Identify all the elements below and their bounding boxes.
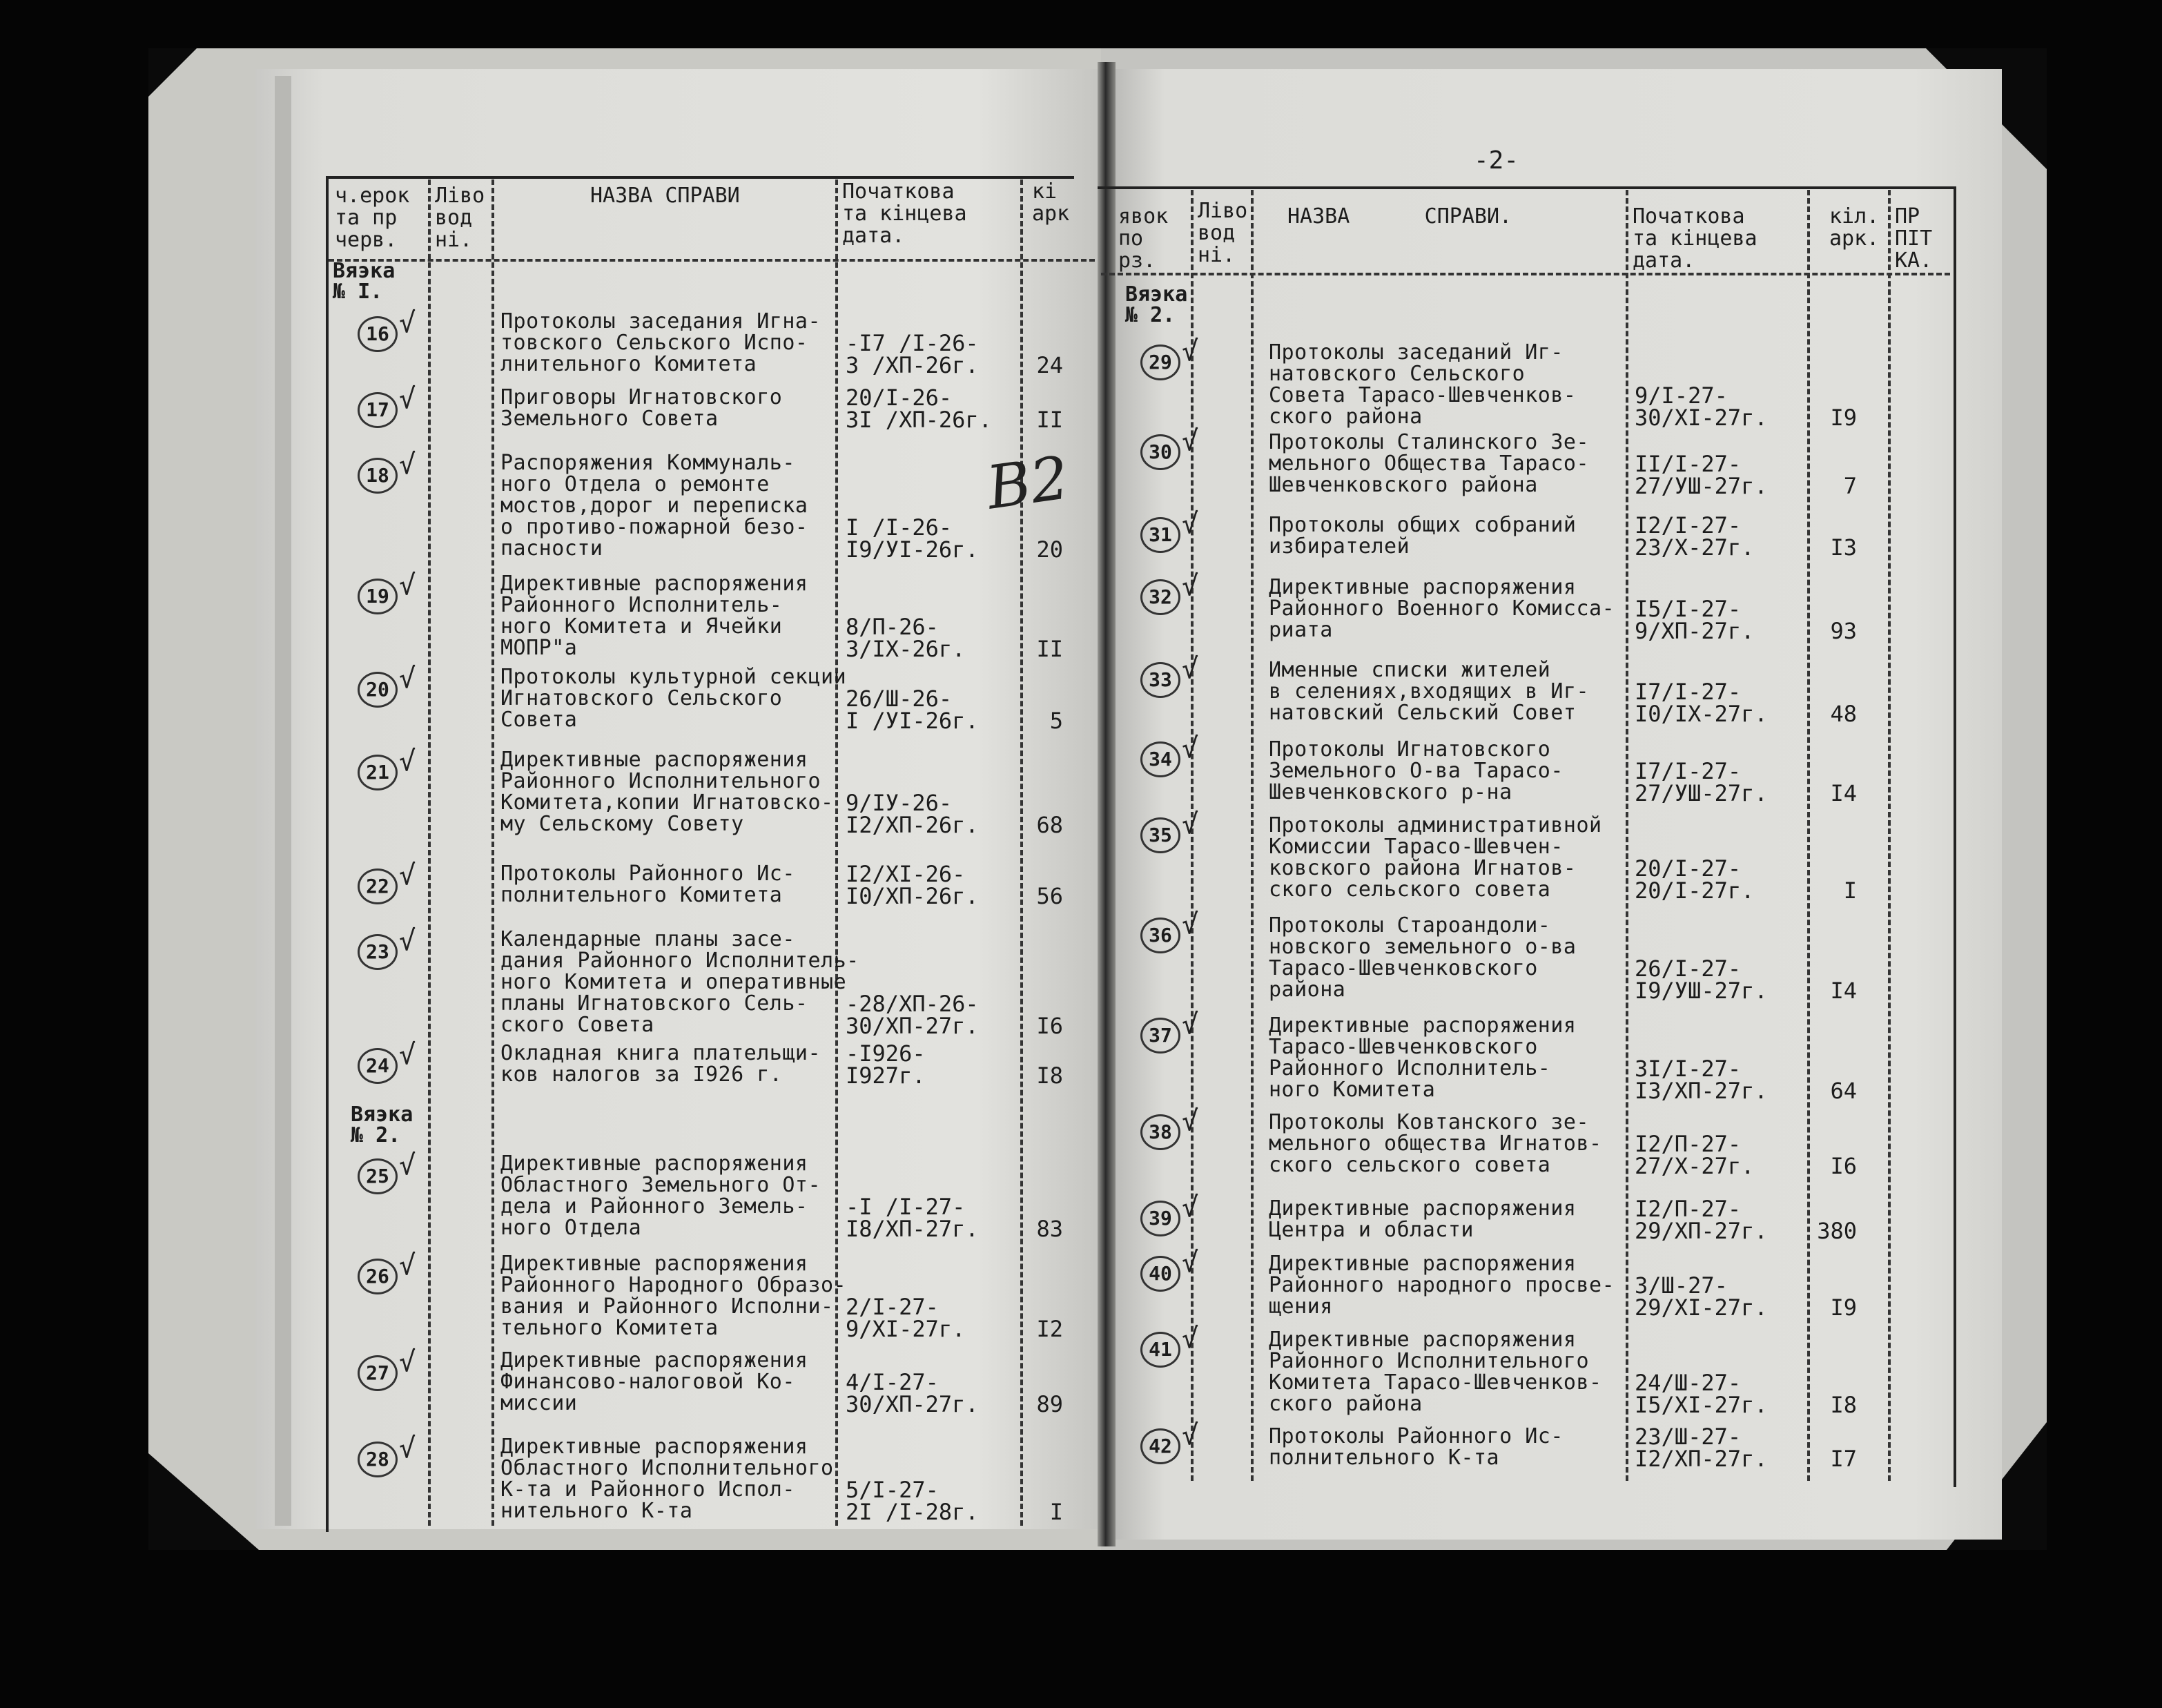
sheet-count: I7 — [1830, 1446, 1857, 1472]
case-dates: 2/I-27- 9/XI-27г. — [846, 1294, 966, 1342]
sheet-count: I4 — [1830, 978, 1857, 1004]
case-number: 42 — [1140, 1428, 1180, 1464]
right-col-divider-5 — [1888, 190, 1891, 1481]
right-header-notes: ПР ПІТ КА. — [1895, 204, 1933, 273]
right-col-divider-4 — [1807, 190, 1810, 1481]
sheet-count: 7 — [1843, 473, 1857, 499]
case-number: 29 — [1140, 344, 1180, 380]
case-dates: 24/Ш-27- I5/XI-27г. — [1635, 1370, 1768, 1418]
checkmark-icon: √ — [1182, 1247, 1199, 1279]
case-number: 21 — [358, 755, 398, 790]
case-dates: I2/XI-26- I0/XП-26г. — [846, 861, 979, 909]
case-number: 34 — [1140, 741, 1180, 777]
case-number: 24 — [358, 1048, 398, 1084]
case-dates: I2/П-27- 29/XП-27г. — [1635, 1196, 1768, 1244]
right-bundle: Вяэка № 2. — [1125, 282, 1188, 327]
case-title: Протоколы Районного Ис- полнительного К-та — [1269, 1424, 1564, 1470]
case-dates: -I /I-27- I8/XП-27г. — [846, 1194, 979, 1242]
right-header-dates: Початкова та кінцева дата. — [1633, 204, 1757, 273]
case-title: Протоколы заседания Игна- товского Сельского Испо- лнительного Комитета — [500, 309, 821, 376]
case-dates: 9/I-27- 30/XI-27г. — [1635, 382, 1768, 431]
case-title: Окладная книга плательщи- ков налогов за I926 г. — [500, 1041, 821, 1087]
case-title: Протоколы культурной секции Игнатовского Сельского Совета — [500, 665, 847, 732]
sheet-count: I8 — [1036, 1062, 1063, 1089]
case-title: Директивные распоряжения Районного Народного Образо- вания и Районного Исполни- тельного Комитета — [500, 1252, 847, 1340]
case-title: Директивные распоряжения Тарасо-Шевченковского Районного Исполнитель- ного Комитета — [1269, 1013, 1577, 1102]
right-header-sheets: кіл. арк. — [1829, 204, 1880, 251]
case-number: 41 — [1140, 1332, 1180, 1368]
case-number: 23 — [358, 934, 398, 970]
case-number: 30 — [1140, 434, 1180, 470]
case-dates: -I7 /I-26- 3 /XП-26г. — [846, 330, 979, 378]
case-title: Протоколы Сталинского Зе- мельного Общества Тарасо- Шевченковского района — [1269, 430, 1590, 497]
case-dates: I7/I-27- 27/УШ-27г. — [1635, 758, 1768, 806]
case-title: Директивные распоряжения Районного народного просве- щения — [1269, 1252, 1615, 1319]
case-number: 38 — [1140, 1114, 1180, 1150]
case-title: Директивные распоряжения Областного Исполнительного К-та и Районного Испол- нительного К-та — [500, 1435, 834, 1523]
case-title: Директивные распоряжения Центра и области — [1269, 1196, 1577, 1242]
checkmark-icon: √ — [1182, 1192, 1199, 1223]
case-title: Протоколы Районного Ис- полнительного Комитета — [500, 862, 795, 907]
case-dates: 23/Ш-27- I2/XП-27г. — [1635, 1424, 1768, 1472]
case-dates: -28/XП-26- 30/XП-27г. — [846, 991, 979, 1039]
checkmark-icon: √ — [1182, 425, 1199, 457]
case-number: 39 — [1140, 1201, 1180, 1236]
checkmark-icon: √ — [399, 746, 416, 777]
case-number: 25 — [358, 1158, 398, 1194]
left-header-dates: Початкова та кінцева дата. — [842, 179, 967, 248]
case-number: 17 — [358, 392, 398, 428]
sheet-count: I4 — [1830, 780, 1857, 806]
case-number: 22 — [358, 868, 398, 904]
sheet-count: 20 — [1036, 536, 1063, 563]
checkmark-icon: √ — [1182, 1105, 1199, 1137]
sheet-count: I8 — [1830, 1392, 1857, 1418]
case-number: 20 — [358, 672, 398, 708]
left-header-fond: Ліво вод ні. — [435, 184, 485, 252]
checkmark-icon: √ — [1182, 1009, 1199, 1040]
case-title: Распоряжения Коммуналь- ного Отдела о ремонте мостов,дорог и переписка о противо-пожарной безо- пасности — [500, 451, 808, 561]
checkmark-icon: √ — [399, 449, 416, 481]
checkmark-icon: √ — [1182, 570, 1199, 602]
case-title: Директивные распоряжения Областного Земельного От- дела и Районного Земель- ного Отдела — [500, 1152, 821, 1240]
sheet-count: 56 — [1036, 883, 1063, 909]
case-dates: I7/I-27- I0/IX-27г. — [1635, 679, 1768, 727]
left-bundle-1: Вяэка № I. — [333, 259, 396, 304]
checkmark-icon: √ — [399, 307, 416, 339]
sheet-count: 68 — [1036, 812, 1063, 838]
case-dates: II/I-27- 27/УШ-27г. — [1635, 451, 1768, 499]
case-number: 27 — [358, 1355, 398, 1391]
sheet-count: 64 — [1830, 1078, 1857, 1104]
case-number: 18 — [358, 458, 398, 494]
sheet-count: I6 — [1036, 1013, 1063, 1039]
left-header-number: ч.ерок та пр черв. — [335, 184, 410, 252]
checkmark-icon: √ — [1182, 1419, 1199, 1451]
case-title: Директивные распоряжения Районного Исполнительного Комитета,копии Игнатовско- му Сельскому Совету — [500, 748, 834, 836]
checkmark-icon: √ — [399, 860, 416, 891]
case-title: Протоколы общих собраний избирателей — [1269, 513, 1577, 559]
sheet-count: 380 — [1817, 1218, 1857, 1244]
case-number: 35 — [1140, 817, 1180, 853]
case-dates: 3I/I-27- I3/XП-27г. — [1635, 1056, 1768, 1104]
checkmark-icon: √ — [1182, 653, 1199, 685]
right-header-fond: Ліво вод ні. — [1198, 199, 1248, 267]
checkmark-icon: √ — [399, 383, 416, 415]
sheet-count: I3 — [1830, 534, 1857, 561]
checkmark-icon: √ — [1182, 732, 1199, 764]
case-dates: 8/П-26- 3/IX-26г. — [846, 614, 966, 662]
case-number: 40 — [1140, 1256, 1180, 1292]
checkmark-icon: √ — [399, 1346, 416, 1378]
case-dates: 26/Ш-26- I /УI-26г. — [846, 686, 979, 734]
sheet-count: I — [1049, 1499, 1063, 1525]
case-number: 26 — [358, 1259, 398, 1294]
case-title: Протоколы Староандоли- новского земельного о-ва Тарасо-Шевченковского района — [1269, 913, 1577, 1002]
case-dates: I2/I-27- 23/X-27г. — [1635, 512, 1755, 561]
left-header-title: НАЗВА СПРАВИ — [590, 184, 740, 208]
case-dates: -I926- I927г. — [846, 1040, 926, 1089]
case-title: Протоколы заседаний Иг- натовского Сельского Совета Тарасо-Шевченков- ского района — [1269, 340, 1577, 429]
checkmark-icon: √ — [399, 663, 416, 695]
sheet-count: 24 — [1036, 352, 1063, 378]
case-number: 33 — [1140, 662, 1180, 698]
case-dates: 20/I-27- 20/I-27г. — [1635, 855, 1755, 904]
case-title: Именные списки жителей в селениях,входящих в Иг- натовский Сельский Совет — [1269, 658, 1590, 725]
checkmark-icon: √ — [399, 1433, 416, 1464]
checkmark-icon: √ — [399, 1039, 416, 1071]
checkmark-icon: √ — [399, 1250, 416, 1281]
case-dates: I /I-26- I9/УI-26г. — [846, 514, 979, 563]
sheet-count: 83 — [1036, 1216, 1063, 1242]
checkmark-icon: √ — [1182, 1323, 1199, 1355]
case-number: 19 — [358, 579, 398, 614]
sheet-count: I9 — [1830, 1294, 1857, 1321]
case-dates: 4/I-27- 30/XП-27г. — [846, 1369, 979, 1417]
sheet-count: 93 — [1830, 618, 1857, 644]
left-page-edge — [275, 76, 291, 1526]
case-dates: I5/I-27- 9/XП-27г. — [1635, 596, 1755, 644]
sheet-count: 5 — [1049, 708, 1063, 734]
case-number: 16 — [358, 316, 398, 352]
case-title: Протоколы Ковтанского зе- мельного общества Игнатов- ского сельского совета — [1269, 1110, 1602, 1177]
case-dates: 26/I-27- I9/УШ-27г. — [1635, 955, 1768, 1004]
checkmark-icon: √ — [1182, 336, 1199, 367]
sheet-count: II — [1036, 407, 1063, 433]
left-col-divider-2 — [491, 179, 494, 1526]
left-header-rule — [329, 259, 1095, 262]
case-number: 31 — [1140, 517, 1180, 553]
case-number: 32 — [1140, 579, 1180, 615]
checkmark-icon: √ — [399, 1149, 416, 1181]
left-header-sheets: кі арк — [1032, 179, 1070, 226]
case-number: 36 — [1140, 918, 1180, 953]
right-col-divider-3 — [1626, 190, 1628, 1481]
case-title: Директивные распоряжения Финансово-налоговой Ко- миссии — [500, 1348, 808, 1415]
checkmark-icon: √ — [1182, 909, 1199, 940]
case-dates: 3/Ш-27- 29/XI-27г. — [1635, 1272, 1768, 1321]
page-number: -2- — [1474, 146, 1519, 175]
right-header-rule — [1101, 273, 1950, 275]
case-title: Директивные распоряжения Районного Исполнитель- ного Комитета и Ячейки МОПР"а — [500, 572, 808, 660]
left-bundle-2: Вяэка № 2. — [351, 1103, 413, 1147]
sheet-count: I9 — [1830, 405, 1857, 431]
left-col-divider-1 — [428, 179, 431, 1526]
sheet-count: I2 — [1036, 1316, 1063, 1342]
sheet-count: I — [1843, 877, 1857, 904]
sheet-count: 89 — [1036, 1391, 1063, 1417]
right-header-title: НАЗВА СПРАВИ. — [1287, 204, 1512, 229]
case-dates: I2/П-27- 27/X-27г. — [1635, 1131, 1755, 1179]
case-title: Директивные распоряжения Районного Военного Комисса- риата — [1269, 575, 1615, 642]
handwritten-mark: В2 — [982, 443, 1073, 523]
case-dates: 9/IУ-26- I2/XП-26г. — [846, 790, 979, 838]
case-number: 28 — [358, 1442, 398, 1477]
sheet-count: I6 — [1830, 1153, 1857, 1179]
checkmark-icon: √ — [399, 570, 416, 601]
case-title: Приговоры Игнатовского Земельного Совета — [500, 385, 783, 431]
case-dates: 20/I-26- 3I /XП-26г. — [846, 385, 992, 433]
case-title: Протоколы Игнатовского Земельного О-ва Тарасо- Шевченковского р-на — [1269, 737, 1564, 804]
sheet-count: 48 — [1830, 701, 1857, 727]
case-number: 37 — [1140, 1018, 1180, 1054]
case-dates: 5/I-27- 2I /I-28г. — [846, 1477, 979, 1525]
case-title: Директивные распоряжения Районного Исполнительного Комитета Тарасо-Шевченков- ского района — [1269, 1328, 1602, 1416]
right-col-divider-2 — [1251, 190, 1254, 1481]
sheet-count: II — [1036, 636, 1063, 662]
checkmark-icon: √ — [399, 925, 416, 957]
checkmark-icon: √ — [1182, 808, 1199, 840]
case-title: Протоколы административной Комиссии Тарасо-Шевчен- ковского района Игнатов- ского сельского совета — [1269, 813, 1602, 902]
right-header-number: явок по рз. — [1118, 204, 1169, 273]
checkmark-icon: √ — [1182, 508, 1199, 540]
case-title: Календарные планы засе- дания Районного Исполнитель- ного Комитета и оперативные планы Игнатовского Сель- ского Совета — [500, 927, 859, 1037]
